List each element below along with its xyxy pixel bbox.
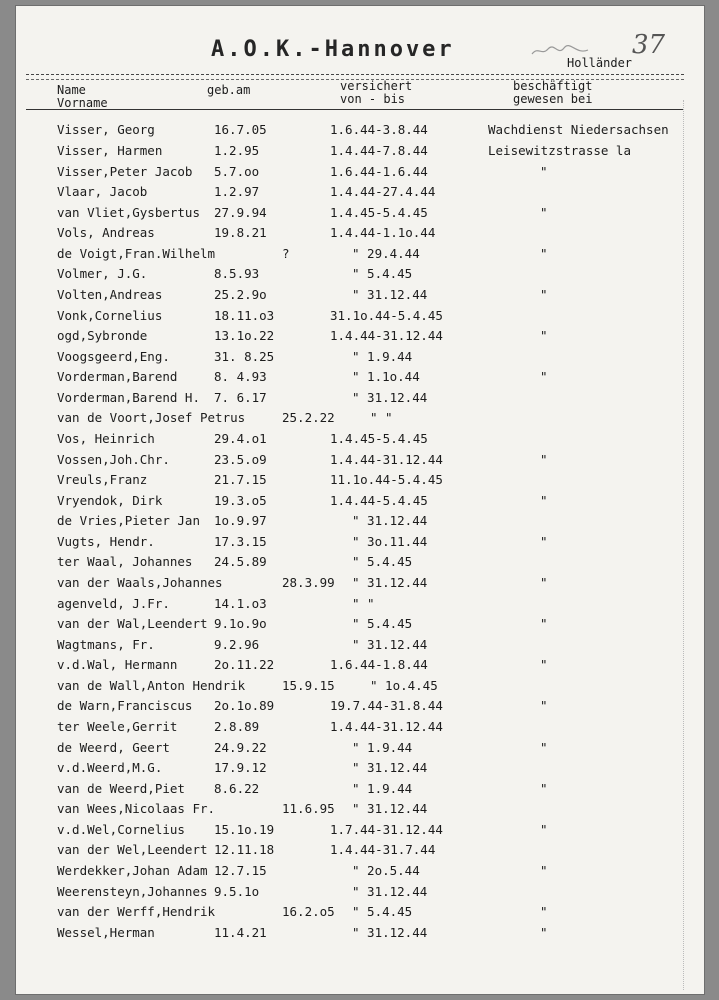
row-name: van Vliet,Gysbertus [57,205,200,220]
row-insured-period: 1.4.44-31.12.44 [330,452,443,467]
header-rule-bottom [26,109,684,110]
row-birth-date: ? [282,246,290,261]
row-insured-period: 1.6.44-3.8.44 [330,122,428,137]
table-row [0,472,719,492]
row-birth-date: 18.11.o3 [214,308,275,323]
row-name: Vreuls,Franz [57,472,148,487]
row-name: v.d.Wel,Cornelius [57,822,185,837]
row-name: van der Wal,Leendert [57,616,208,631]
row-birth-date: 16.7.05 [214,122,267,137]
row-birth-date: 8. 4.93 [214,369,267,384]
table-row [0,575,719,595]
row-insured-period: 1.4.44-7.8.44 [330,143,428,158]
header-employer-bottom: gewesen bei [513,92,593,106]
row-insured-period: 1.7.44-31.12.44 [330,822,443,837]
row-insured-period: 1.4.44-31.12.44 [330,719,443,734]
header-name: Name [57,83,86,97]
table-row [0,863,719,883]
row-insured-period: 1.4.44-31.12.44 [330,328,443,343]
row-birth-date: 1o.9.97 [214,513,267,528]
row-insured-period: 1.6.44-1.8.44 [330,657,428,672]
row-birth-date: 9.1o.9o [214,616,267,631]
row-name: van der Waals,Johannes [57,575,223,590]
row-insured-period: " 2o.5.44 [352,863,420,878]
row-birth-date: 2o.1o.89 [214,698,275,713]
row-name: Volmer, J.G. [57,266,148,281]
row-birth-date: 25.2.9o [214,287,267,302]
row-birth-date: 9.5.1o [214,884,260,899]
row-insured-period: 1.4.45-5.4.45 [330,431,428,446]
table-row [0,884,719,904]
table-row [0,390,719,410]
row-insured-period: " 31.12.44 [352,760,428,775]
row-employer: " [540,698,548,713]
row-birth-date: 25.2.22 [282,410,335,425]
row-birth-date: 12.7.15 [214,863,267,878]
row-insured-period: " 5.4.45 [352,904,413,919]
table-row [0,678,719,698]
row-name: Visser, Georg [57,122,155,137]
table-row [0,596,719,616]
row-name: Vryendok, Dirk [57,493,163,508]
row-birth-date: 19.3.o5 [214,493,267,508]
row-birth-date: 17.9.12 [214,760,267,775]
row-name: Vols, Andreas [57,225,155,240]
row-birth-date: 11.4.21 [214,925,267,940]
row-birth-date: 9.2.96 [214,637,260,652]
row-employer: " [540,616,548,631]
row-insured-period: " 31.12.44 [352,390,428,405]
table-row [0,904,719,924]
row-insured-period: 1.6.44-1.6.44 [330,164,428,179]
table-row [0,143,719,163]
row-insured-period: " " [370,410,393,425]
table-row [0,616,719,636]
row-employer: " [540,205,548,220]
row-insured-period: 1.4.44-1.1o.44 [330,225,436,240]
row-insured-period: 1.4.44-31.7.44 [330,842,436,857]
table-row [0,740,719,760]
header-vorname: Vorname [57,96,108,110]
table-row [0,452,719,472]
table-row [0,925,719,945]
row-birth-date: 8.6.22 [214,781,260,796]
row-insured-period: " 1o.4.45 [370,678,438,693]
table-row [0,657,719,677]
row-employer: " [540,164,548,179]
table-row [0,493,719,513]
row-birth-date: 23.5.o9 [214,452,267,467]
header-birth: geb.am [207,83,251,97]
row-insured-period: " 1.9.44 [352,349,413,364]
row-insured-period: " 5.4.45 [352,554,413,569]
row-name: Voogsgeerd,Eng. [57,349,170,364]
header-insured-top: versichert [340,79,413,93]
row-name: Vos, Heinrich [57,431,155,446]
table-row [0,554,719,574]
row-insured-period: " 1.1o.44 [352,369,420,384]
row-insured-period: 1.4.45-5.4.45 [330,205,428,220]
table-row [0,637,719,657]
row-birth-date: 13.1o.22 [214,328,275,343]
table-row [0,225,719,245]
row-name: ter Waal, Johannes [57,554,193,569]
row-employer: Wachdienst Niedersachsen [488,122,669,137]
header-insured-column [340,80,412,106]
row-name: Vossen,Joh.Chr. [57,452,170,467]
row-name: Vonk,Cornelius [57,308,163,323]
row-birth-date: 19.8.21 [214,225,267,240]
table-row [0,822,719,842]
row-insured-period: " 29.4.44 [352,246,420,261]
row-name: Vugts, Hendr. [57,534,155,549]
row-birth-date: 1.2.95 [214,143,260,158]
row-employer: " [540,369,548,384]
document-title: A.O.K.-Hannover [211,37,455,62]
row-employer: Leisewitzstrasse la [488,143,631,158]
table-row [0,760,719,780]
row-name: van Wees,Nicolaas Fr. [57,801,216,816]
row-insured-period: " 31.12.44 [352,513,428,528]
row-insured-period: " 5.4.45 [352,266,413,281]
row-name: Vorderman,Barend H. [57,390,200,405]
row-birth-date: 16.2.o5 [282,904,335,919]
row-name: van de Wall,Anton Hendrik [57,678,246,693]
row-insured-period: " 31.12.44 [352,287,428,302]
row-birth-date: 11.6.95 [282,801,335,816]
row-employer: " [540,452,548,467]
table-row [0,781,719,801]
row-name: van der Werff,Hendrik [57,904,216,919]
row-employer: " [540,328,548,343]
row-birth-date: 7. 6.17 [214,390,267,405]
row-insured-period: 1.4.44-27.4.44 [330,184,436,199]
row-birth-date: 17.3.15 [214,534,267,549]
row-birth-date: 29.4.o1 [214,431,267,446]
row-name: van der Wel,Leendert [57,842,208,857]
row-birth-date: 2o.11.22 [214,657,275,672]
table-row [0,205,719,225]
row-employer: " [540,534,548,549]
row-birth-date: 12.11.18 [214,842,275,857]
row-employer: " [540,246,548,261]
row-name: ter Weele,Gerrit [57,719,178,734]
table-row [0,308,719,328]
row-employer: " [540,575,548,590]
table-row [0,513,719,533]
row-birth-date: 14.1.o3 [214,596,267,611]
row-name: Vorderman,Barend [57,369,178,384]
row-insured-period: " 5.4.45 [352,616,413,631]
table-row [0,349,719,369]
table-row [0,164,719,184]
table-row [0,842,719,862]
row-employer: " [540,925,548,940]
row-employer: " [540,822,548,837]
row-employer: " [540,781,548,796]
row-employer: " [540,863,548,878]
row-employer: " [540,740,548,755]
table-row [0,431,719,451]
row-birth-date: 31. 8.25 [214,349,275,364]
row-birth-date: 24.5.89 [214,554,267,569]
row-employer: " [540,657,548,672]
row-birth-date: 1.2.97 [214,184,260,199]
row-name: Wessel,Herman [57,925,155,940]
row-name: de Warn,Franciscus [57,698,193,713]
row-name: van de Weerd,Piet [57,781,185,796]
table-row [0,184,719,204]
row-name: Visser,Peter Jacob [57,164,193,179]
row-name: Weerensteyn,Johannes [57,884,208,899]
row-insured-period: " " [352,596,375,611]
row-name: de Voigt,Fran.Wilhelm [57,246,216,261]
row-insured-period: " 3o.11.44 [352,534,428,549]
row-insured-period: " 31.12.44 [352,801,428,816]
header-employer-top: beschäftigt [513,79,593,93]
row-name: van de Voort,Josef Petrus [57,410,246,425]
row-name: Wagtmans, Fr. [57,637,155,652]
row-name: Visser, Harmen [57,143,163,158]
header-employer-column [513,80,592,106]
table-row [0,266,719,286]
table-row [0,534,719,554]
row-insured-period: " 31.12.44 [352,884,428,899]
table-row [0,122,719,142]
row-insured-period: " 31.12.44 [352,637,428,652]
row-insured-period: " 1.9.44 [352,781,413,796]
header-name-column [57,84,108,110]
row-insured-period: 1.4.44-5.4.45 [330,493,428,508]
row-birth-date: 8.5.93 [214,266,260,281]
table-row [0,246,719,266]
row-insured-period: " 1.9.44 [352,740,413,755]
row-name: v.d.Weerd,M.G. [57,760,163,775]
row-employer: " [540,287,548,302]
row-name: v.d.Wal, Hermann [57,657,178,672]
row-name: agenveld, J.Fr. [57,596,170,611]
row-birth-date: 24.9.22 [214,740,267,755]
row-birth-date: 21.7.15 [214,472,267,487]
row-birth-date: 15.1o.19 [214,822,275,837]
row-birth-date: 28.3.99 [282,575,335,590]
row-name: de Weerd, Geert [57,740,170,755]
row-insured-period: " 31.12.44 [352,925,428,940]
row-employer: " [540,493,548,508]
table-row [0,369,719,389]
row-insured-period: 31.1o.44-5.4.45 [330,308,443,323]
row-name: ogd,Sybronde [57,328,148,343]
table-row [0,698,719,718]
row-name: Vlaar, Jacob [57,184,148,199]
row-birth-date: 27.9.94 [214,205,267,220]
row-insured-period: 19.7.44-31.8.44 [330,698,443,713]
table-row [0,801,719,821]
group-label: Holländer [567,56,633,70]
row-birth-date: 5.7.oo [214,164,260,179]
header-insured-bottom: von - bis [340,92,406,106]
row-name: de Vries,Pieter Jan [57,513,200,528]
row-name: Volten,Andreas [57,287,163,302]
row-employer: " [540,904,548,919]
table-row [0,410,719,430]
row-name: Werdekker,Johan Adam [57,863,208,878]
table-row [0,328,719,348]
table-row [0,287,719,307]
row-insured-period: 11.1o.44-5.4.45 [330,472,443,487]
page-number: 37 [632,30,666,60]
table-row [0,719,719,739]
row-insured-period: " 31.12.44 [352,575,428,590]
header-rule-top [26,74,684,75]
row-birth-date: 15.9.15 [282,678,335,693]
row-birth-date: 2.8.89 [214,719,260,734]
